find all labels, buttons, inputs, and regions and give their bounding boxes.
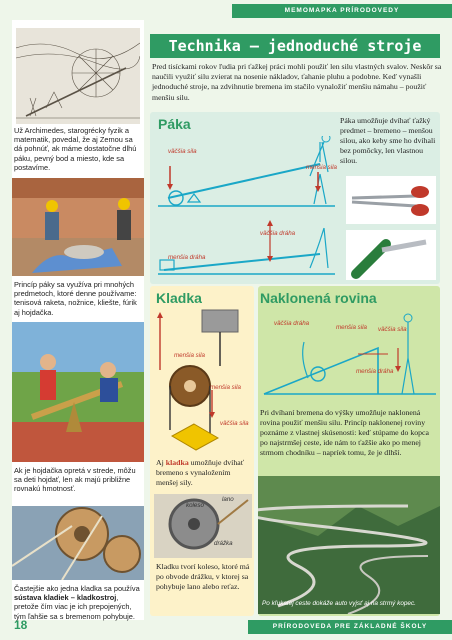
lever-label-larger-force: väčšia sila [168,148,197,155]
pulley-label-larger-force: väčšia sila [220,420,249,427]
scissors-photo [346,176,436,224]
page-title: Technika – jednoduché stroje [150,34,440,58]
pulley-text-2: Kladku tvorí koleso, ktoré má po obvode drážku, v ktorej sa pohybuje lano alebo reťaz. [156,562,250,591]
pulley-label-smaller-force: menšia sila [174,352,205,359]
lever-label-smaller-force: menšia sila [306,164,337,171]
intro-text: Pred tisíckami rokov ľudia pri ťažkej práci mohli použiť len silu vlastných svalov. Neskôr sa naučili využiť silu zvierat na nosenie nákladov, ťahanie pluhu a podobne. Keď vynašli jednoduché stroje, na zdvihnutie bremena im stačilo vynaložiť menšiu námahu – použiť menšiu silu. [152,62,442,102]
mountain-road-photo [258,476,440,614]
lever-label-larger-distance: väčšia dráha [260,230,296,237]
inclined-plane-panel [258,286,440,616]
caption-lever-principle: Princíp páky sa využíva pri mnohých predmetoch, ktoré denne používame: tenisová raketa, nožnice, kliešte, fúrik aj hojdačka. [14,280,137,317]
seesaw-photo [12,322,144,462]
pulley-system-photo [12,506,144,580]
footer-label: PRÍRODOVEDA PRE ZÁKLADNÉ ŠKOLY [248,620,452,634]
lever-text: Páka umožňuje dvíhať ťažký predmet – bremeno – menšou silou, ako keby sme ho dvíhali bez pomôcky, len vlastnou silou. [340,116,436,165]
header-label: MEMOMAPKA PRÍRODOVEDY [232,4,452,18]
bottle-opener-photo [346,230,436,280]
lever-title: Páka [158,116,191,132]
inclined-plane-title: Naklonená rovina [260,290,377,306]
pulley-title: Kladka [156,290,202,306]
caption-archimedes: Už Archimedes, starogrécky fyzik a matematik, povedal, že aj Zemou sa dá pohnúť, ak máme dostatočne dlhú páku, pevný bod a miesto, kde sa postavíme. [14,126,137,172]
pulley-panel [150,286,254,616]
lever-label-smaller-distance: menšia dráha [168,254,206,261]
lever-diagram-distance [150,220,346,280]
plane-label-larger-force: väčšia sila [378,326,407,333]
label-groove: drážka [214,540,233,547]
pulley-label-smaller-force-2: menšia sila [210,384,241,391]
plane-label-smaller-distance: menšia dráha [356,368,394,375]
sidebar [12,20,144,620]
label-wheel: koleso [186,502,204,509]
caption-seesaw: Ak je hojdačka opretá v strede, môžu sa deti hojdať, len ak majú približne rovnakú hmotnosť. [14,466,136,494]
page-number: 18 [14,618,28,632]
mountain-road-caption: Po kľukatej ceste dokáže auto vyjsť aj na strmý kopec. [262,600,416,607]
pulley-diagram [154,306,252,456]
archimedes-engraving [16,28,140,124]
pulley-text: Aj kladka umožňuje dvíhať bremeno s vynaložením menšej sily. [156,458,245,487]
lever-panel [150,112,440,284]
caption-pulley-system: Častejšie ako jedna kladka sa používa sústava kladiek – kladkostroj, pretože čím viac je ich prepojených, tým ľahšie sa s bremenom pohybuje. [14,584,140,621]
inclined-plane-text: Pri dvíhaní bremena do výšky umožňuje naklonená rovina použiť menšiu silu. Princíp naklonenej roviny poznáme z vlastnej skúsenosti: keď stúpame do kopca po najstrmšej ceste, ide nám to ťažšie ako po menej strmom chodníku – napríek tomu, že je dlhší. [260,408,429,457]
workers-photo [12,178,144,276]
label-rope: lano [222,496,234,503]
plane-label-smaller-force: menšia sila [336,324,367,331]
plane-label-larger-distance: väčšia dráha [274,320,310,327]
